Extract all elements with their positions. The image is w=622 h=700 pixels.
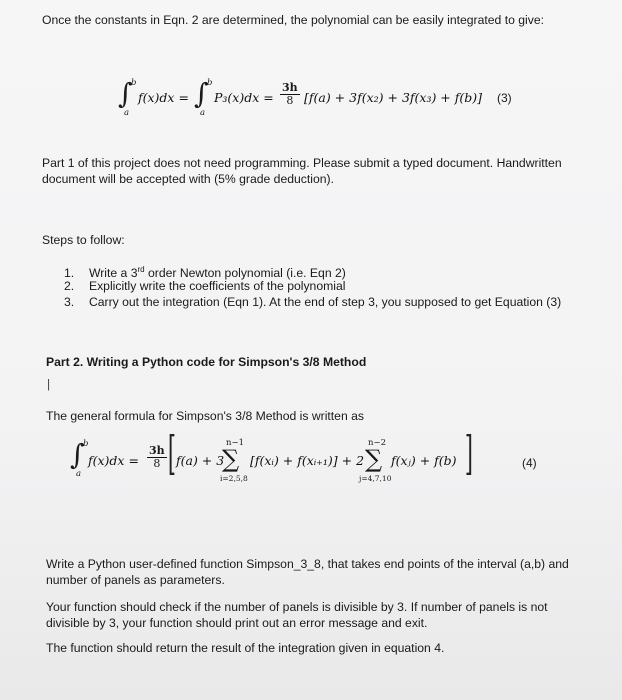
sum1-upper: n−1 (226, 438, 245, 448)
right-bracket: ] (464, 426, 474, 480)
lower-limit: a (76, 469, 82, 479)
integral-sign: ∫ (70, 438, 85, 471)
step-number: 3. (64, 295, 75, 309)
eq4-lhs: f(x)dx = (88, 453, 139, 468)
eq4-term3: f(xⱼ) + f(b) (391, 453, 457, 468)
left-bracket: [ (167, 426, 177, 480)
step-number: 2. (64, 279, 75, 293)
steps-heading: Steps to follow: (42, 233, 125, 247)
write-function-line1: Write a Python user-defined function Simpson_3_8, that takes end points of the interval (a,b) and (46, 557, 569, 571)
return-result-text: The function should return the result of the integration given in equation 4. (46, 641, 445, 655)
eq3-rhs: [f(a) + 3f(x₂) + 3f(x₃) + f(b)] (304, 90, 483, 105)
check-panels-line1: Your function should check if the number of panels is divisible by 3. If number of panels is not (46, 600, 548, 614)
step-text: order Newton polynomial (i.e. Eqn 2) (144, 266, 346, 281)
sum2-lower: j=4,7,10 (359, 474, 392, 483)
step-superscript: rd (137, 265, 145, 274)
step-text: Carry out the integration (Eqn 1). At the end of step 3, you supposed to get Equation (3) (88, 295, 562, 309)
equation-number: (3) (497, 91, 512, 105)
step-text: Explicitly write the coefficients of the polynomial (88, 279, 346, 293)
upper-limit: b (83, 439, 89, 449)
step-text: Write a 3 (88, 266, 138, 281)
fraction-denominator: 8 (286, 94, 294, 107)
text-cursor: | (47, 377, 51, 391)
step-number: 1. (64, 266, 75, 281)
lower-limit: a (124, 108, 130, 118)
fraction-numerator: 3h (149, 444, 165, 457)
integral-sign: ∫ (194, 77, 209, 110)
eq4-term1: f(a) + 3 (176, 453, 225, 468)
list-item (64, 294, 561, 310)
eq3-mid: P₃(x)dx = (214, 90, 274, 105)
equation-number: (4) (522, 456, 537, 470)
part1-text-line1: Part 1 of this project does not need programming. Please submit a typed document. Handwritten (42, 156, 562, 170)
summation-icon: ∑ (365, 445, 383, 473)
part1-text-line2: document will be accepted with (5% grade deduction). (42, 172, 334, 186)
eq3-fraction (280, 82, 300, 107)
eq4-term2: [f(xᵢ) + f(xᵢ₊₁)] + 2 (250, 453, 365, 468)
lower-limit: a (200, 108, 206, 118)
upper-limit: b (207, 78, 213, 88)
summation-icon: ∑ (222, 445, 240, 473)
fraction-numerator: 3h (282, 81, 298, 94)
eq4-fraction (147, 445, 167, 470)
general-formula-text: The general formula for Simpson's 3/8 Method is written as (46, 409, 364, 423)
intro-text: Once the constants in Eqn. 2 are determined, the polynomial can be easily integrated to give: (42, 13, 545, 27)
check-panels-line2: divisible by 3, your function should print out an error message and exit. (46, 616, 428, 630)
fraction-denominator: 8 (153, 457, 161, 470)
integral-sign: ∫ (118, 77, 133, 110)
write-function-line2: number of panels as parameters. (46, 573, 225, 587)
list-item (64, 278, 345, 294)
upper-limit: b (131, 78, 137, 88)
sum1-lower: i=2,5,8 (220, 474, 248, 483)
part2-heading: Part 2. Writing a Python code for Simpson's 3/8 Method (46, 355, 367, 369)
sum2-upper: n−2 (368, 438, 387, 448)
eq3-lhs: f(x)dx = (138, 90, 189, 105)
